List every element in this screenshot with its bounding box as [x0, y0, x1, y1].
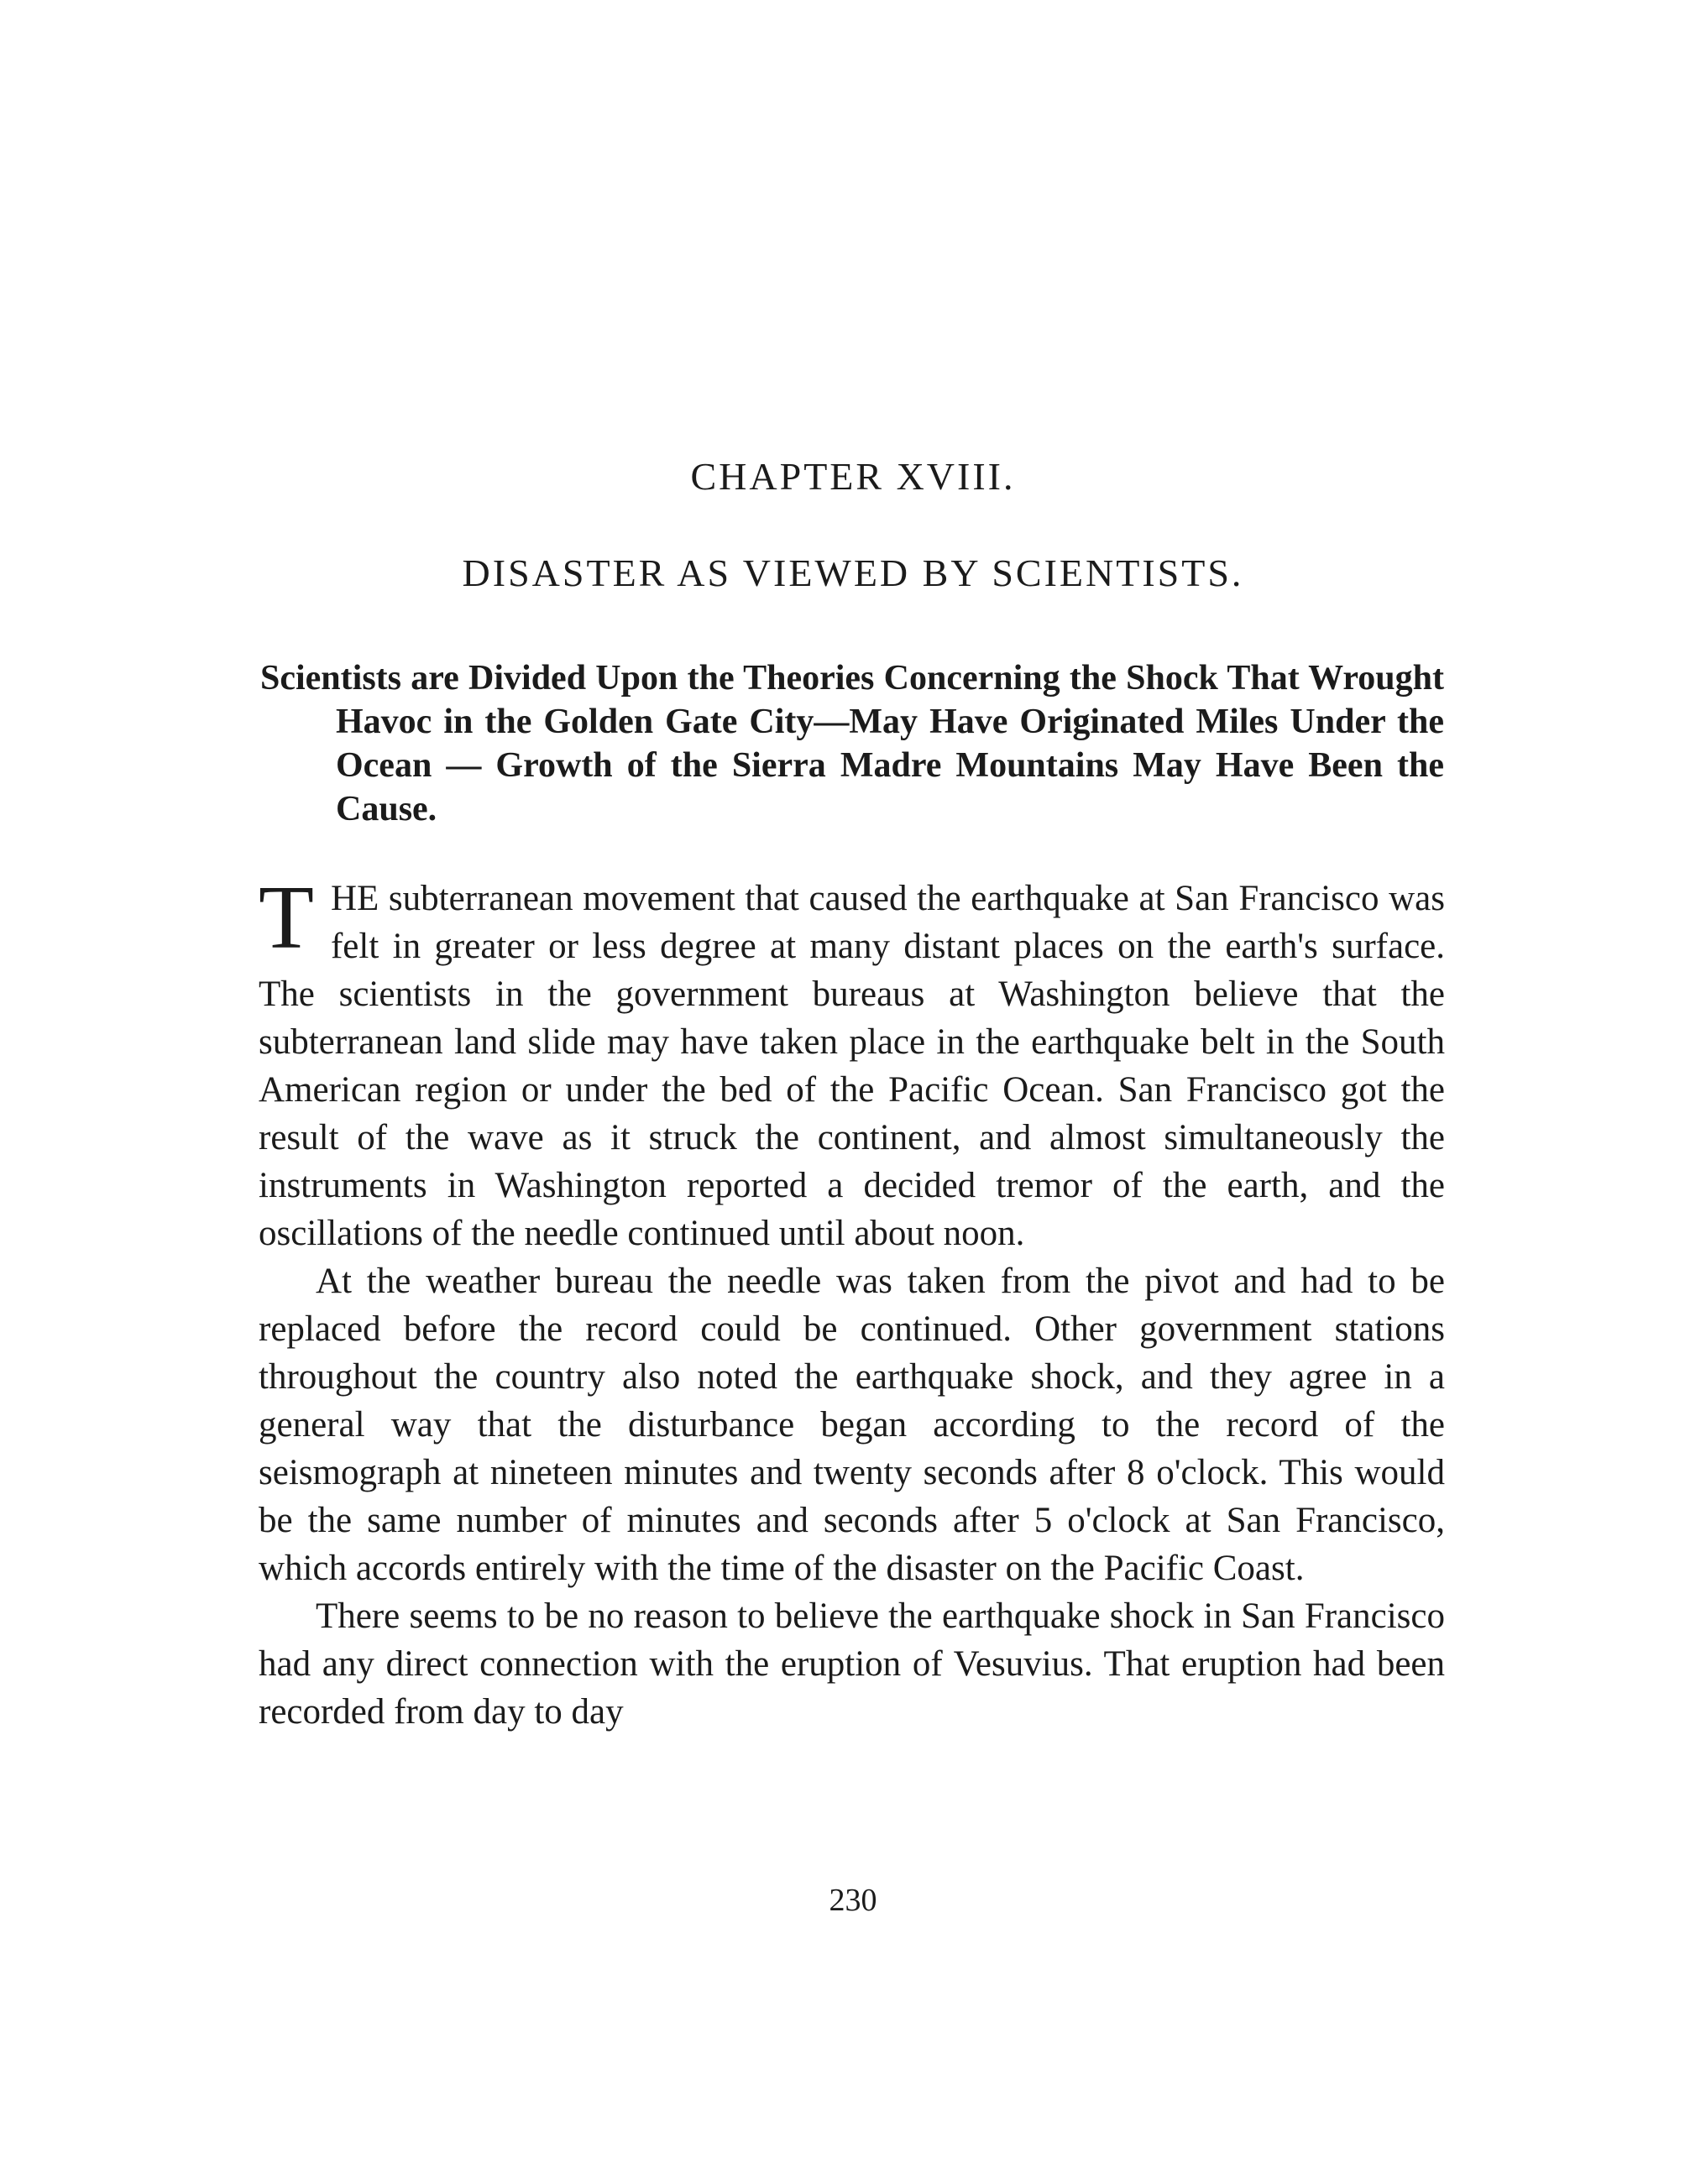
- paragraph-3: There seems to be no reason to believe the earthquake shock in San Francisco had any direct connection with the eruption of Vesuvius. That eruption had been recorded from day to day: [259, 1596, 1445, 1732]
- paragraph-1-text: HE subterranean movement that caused the earthquake at San Francisco was felt in greater or less degree at many distant places on the earth's surface. The scientists in the government bureaus at Washington believe that the subterranean land slide may have taken place in the earthquake belt in the South American region or under the bed of the Pacific Ocean. San Francisco got the result of the wave as it struck the continent, and almost simultaneously the instruments in Washington reported a decided tremor of the earth, and the oscillations of the needle continued until about noon.: [259, 879, 1445, 1253]
- chapter-summary: Scientists are Divided Upon the Theories Concerning the Shock That Wrought Havoc in the Golden Gate City—May Have Originated Miles Under the Ocean — Growth of the Sierra Madre Mountains May Have Been the Cause.: [260, 659, 1444, 828]
- chapter-heading: CHAPTER XVIII.: [690, 455, 1016, 498]
- page-number: 230: [829, 1883, 877, 1918]
- chapter-title: DISASTER AS VIEWED BY SCIENTISTS.: [462, 551, 1244, 594]
- drop-cap: T: [259, 868, 314, 968]
- body-text: [259, 868, 1445, 1736]
- paragraph-1: [259, 868, 1445, 1257]
- paragraph-2: At the weather bureau the needle was taken from the pivot and had to be replaced before the record could be continued. Other government stations throughout the country also noted the earthquake shock, and they agree in a general way that the disturbance began according to the record of the seismograph at nineteen minutes and twenty seconds after 8 o'clock. This would be the same number of minutes and seconds after 5 o'clock at San Francisco, which accords entirely with the time of the disaster on the Pacific Coast.: [259, 1262, 1445, 1588]
